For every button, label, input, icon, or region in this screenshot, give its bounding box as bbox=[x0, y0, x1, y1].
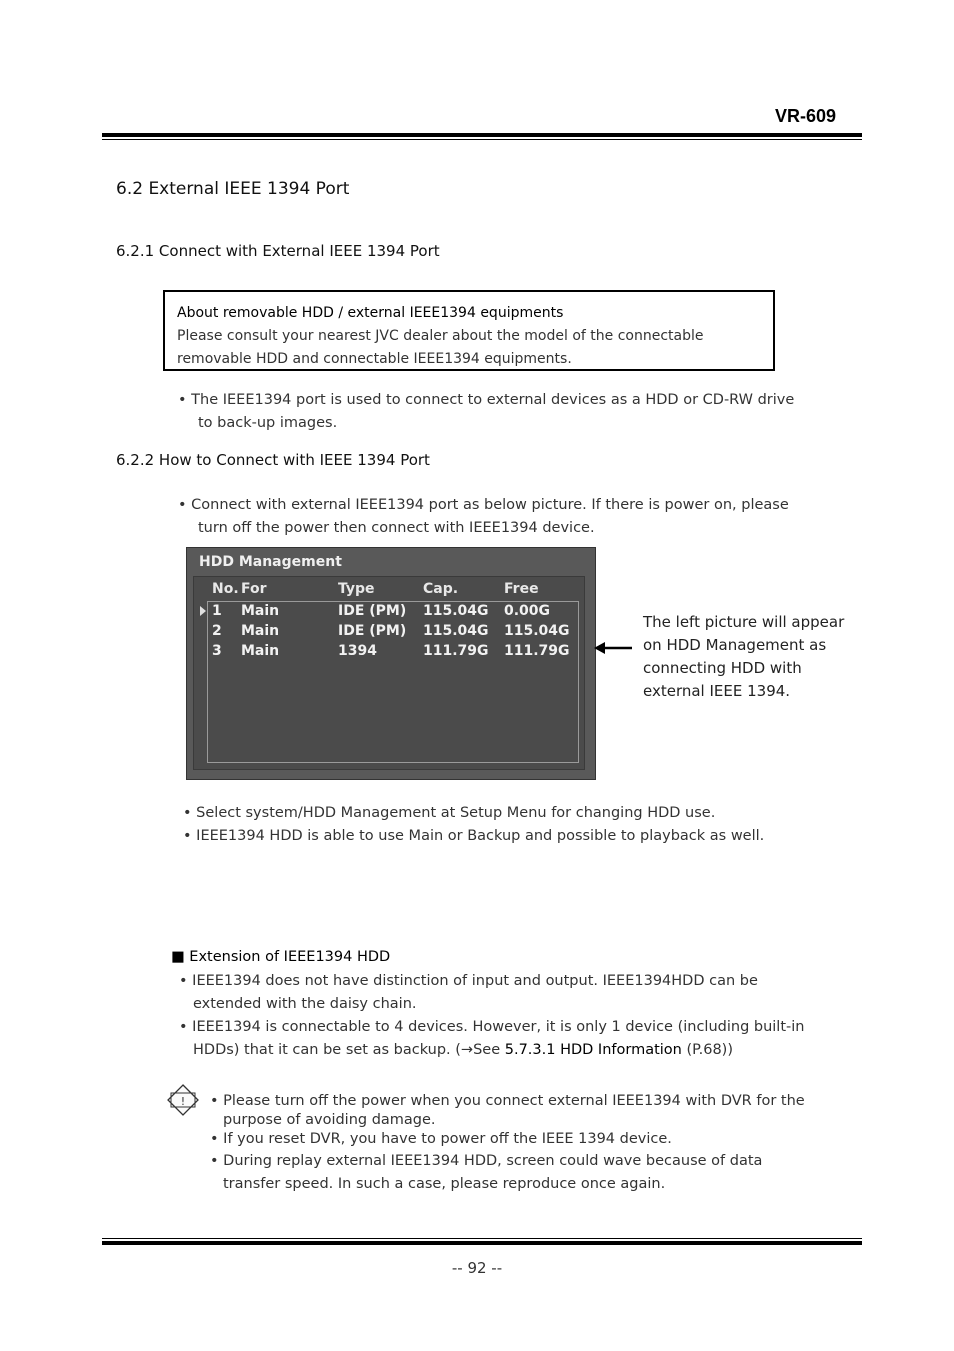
caution-power-off: • Please turn off the power when you connect external IEEE1394 with DVR for the purpose of avoiding damage. bbox=[210, 1093, 805, 1128]
table-cell: 0.00G bbox=[504, 603, 551, 619]
table-cell: 111.79G bbox=[423, 643, 489, 659]
table-cell: IDE (PM) bbox=[338, 603, 407, 619]
note-title: About removable HDD / external IEEE1394 equipments bbox=[177, 305, 564, 321]
extension-title: ■ Extension of IEEE1394 HDD bbox=[171, 949, 391, 965]
svg-text:!: ! bbox=[180, 1095, 186, 1108]
table-cell: Main bbox=[241, 643, 280, 659]
section-title: 6.2 External IEEE 1394 Port bbox=[116, 179, 350, 199]
column-header-for: For bbox=[241, 581, 267, 597]
table-cell: IDE (PM) bbox=[338, 623, 407, 639]
table-cell: 3 bbox=[212, 643, 222, 659]
subsection-title-6-2-2: 6.2.2 How to Connect with IEEE 1394 Port bbox=[116, 451, 430, 469]
bullet-connectable-devices: • IEEE1394 is connectable to 4 devices. However, it is only 1 device (including built-in HDDs) that it can be set as backup. (→See 5.7.3.1 HDD Information (P.68)) bbox=[179, 1019, 805, 1058]
bullet-connect: • Connect with external IEEE1394 port as below picture. If there is power on, please turn off the power then connect with IEEE1394 device. bbox=[178, 497, 789, 536]
table-cell: 1394 bbox=[338, 643, 377, 659]
header-rule-thick bbox=[102, 133, 862, 137]
column-header-free: Free bbox=[504, 581, 539, 597]
column-header-no: No. bbox=[212, 581, 239, 597]
column-header-cap: Cap. bbox=[423, 581, 459, 597]
table-cell: 2 bbox=[212, 623, 222, 639]
table-cell: 115.04G bbox=[423, 623, 489, 639]
note-line: Please consult your nearest JVC dealer about the model of the connectable bbox=[177, 328, 704, 344]
caution-icon bbox=[167, 1084, 199, 1116]
footer-rule-thin bbox=[102, 1238, 862, 1239]
screen-title: HDD Management bbox=[199, 554, 342, 570]
footer-rule-thick bbox=[102, 1241, 862, 1245]
hdd-management-screen bbox=[186, 547, 596, 780]
table-cell: Main bbox=[241, 623, 280, 639]
table-cell: 111.79G bbox=[504, 643, 570, 659]
selection-cursor-icon bbox=[200, 606, 206, 616]
bullet-ieee-port: • The IEEE1394 port is used to connect to external devices as a HDD or CD-RW drive to back-up images. bbox=[178, 392, 795, 431]
callout-text: The left picture will appear on HDD Management as connecting HDD with external IEEE 1394. bbox=[643, 613, 845, 700]
bullet-select-system: • Select system/HDD Management at Setup Menu for changing HDD use. bbox=[183, 805, 716, 821]
column-header-type: Type bbox=[338, 581, 375, 597]
table-cell: Main bbox=[241, 603, 280, 619]
bullet-main-backup: • IEEE1394 HDD is able to use Main or Backup and possible to playback as well. bbox=[183, 828, 765, 844]
hdd-information-link[interactable]: 5.7.3.1 HDD Information bbox=[504, 1042, 682, 1058]
header-rule-thin bbox=[102, 139, 862, 140]
caution-reset: • If you reset DVR, you have to power off the IEEE 1394 device. bbox=[210, 1131, 672, 1147]
screen-panel bbox=[193, 576, 585, 770]
note-line: removable HDD and connectable IEEE1394 equipments. bbox=[177, 351, 572, 367]
note-box bbox=[163, 290, 775, 371]
model-name: VR-609 bbox=[775, 106, 837, 126]
caution-replay: • During replay external IEEE1394 HDD, screen could wave because of data transfer speed. In such a case, please reproduce once again. bbox=[210, 1153, 763, 1192]
table-cell: 115.04G bbox=[504, 623, 570, 639]
table-cell: 1 bbox=[212, 603, 222, 619]
arrow-left-icon bbox=[594, 638, 634, 658]
page-number: -- 92 -- bbox=[451, 1259, 503, 1277]
bullet-daisy-chain: • IEEE1394 does not have distinction of input and output. IEEE1394HDD can be extended with the daisy chain. bbox=[179, 973, 758, 1012]
subsection-title-6-2-1: 6.2.1 Connect with External IEEE 1394 Port bbox=[116, 242, 440, 260]
table-cell: 115.04G bbox=[423, 603, 489, 619]
